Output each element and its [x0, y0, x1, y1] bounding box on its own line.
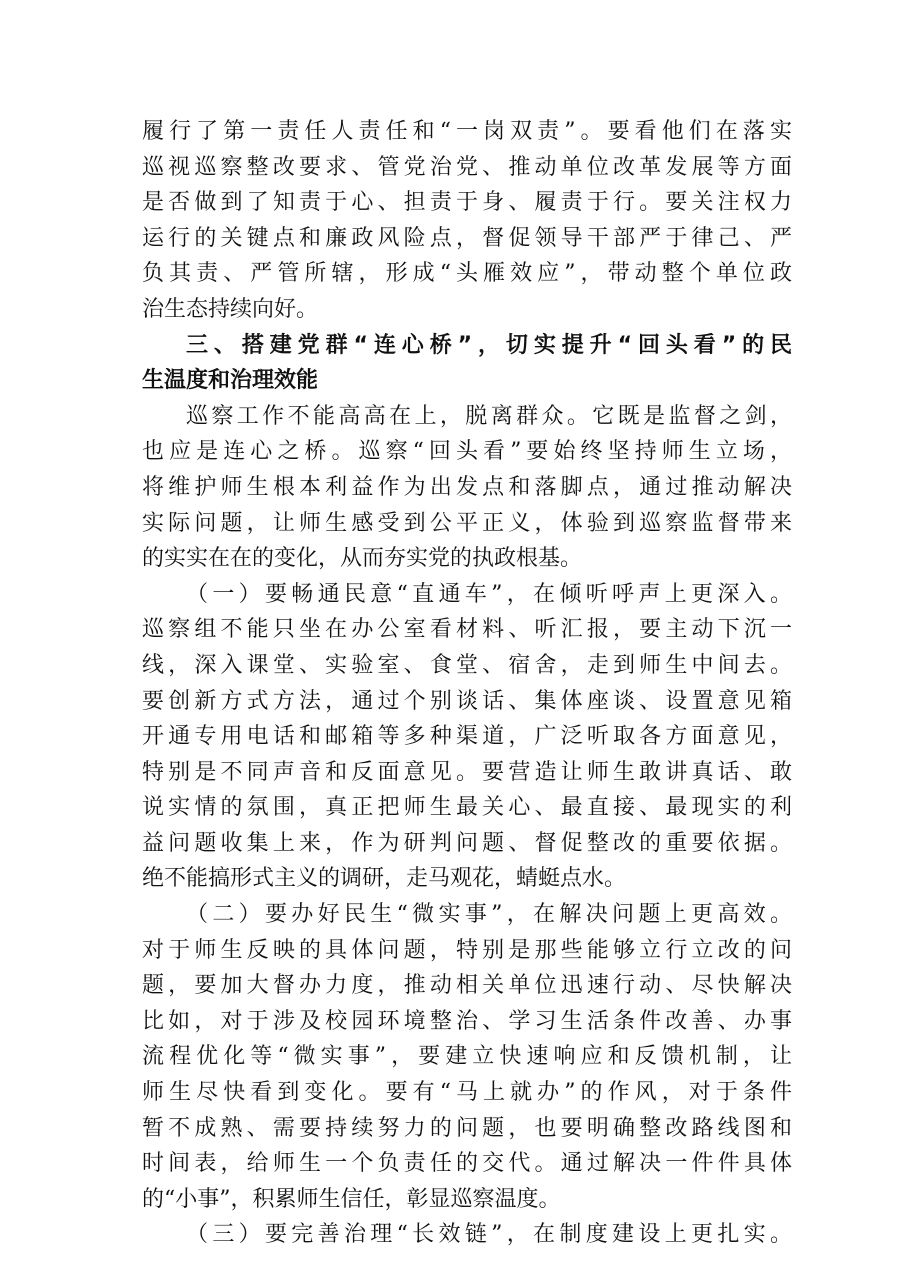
section-heading: 三、搭建党群“连心桥”，切实提升“回头看”的民 — [186, 332, 792, 358]
body-line: 师生尽快看到变化。要有“马上就办”的作风，对于条件 — [142, 1080, 792, 1106]
body-line: 的实实在在的变化，从而夯实党的执政根基。 — [142, 546, 583, 572]
document-body — [142, 114, 792, 1253]
body-line: 题，要加大督办力度，推动相关单位迅速行动、尽快解决 — [142, 973, 792, 999]
body-line: 时间表，给师生一个负责任的交代。通过解决一件件具体 — [142, 1151, 792, 1177]
section-heading-continued: 生温度和治理效能 — [142, 368, 319, 394]
body-line: 特别是不同声音和反面意见。要营造让师生敢讲真话、敢 — [142, 759, 792, 785]
body-line: 治生态持续向好。 — [142, 296, 319, 322]
body-line: 负其责、严管所辖，形成“头雁效应”，带动整个单位政 — [142, 261, 792, 287]
body-line: 将维护师生根本利益作为出发点和落脚点，通过推动解决 — [142, 474, 792, 500]
body-line: 线，深入课堂、实验室、食堂、宿舍，走到师生中间去。 — [142, 652, 792, 678]
subsection-heading: （三）要完善治理“长效链”，在制度建设上更扎实。 — [186, 1222, 792, 1248]
body-line: 是否做到了知责于心、担责于身、履责于行。要关注权力 — [142, 190, 792, 216]
body-line: 运行的关键点和廉政风险点，督促领导干部严于律己、严 — [142, 225, 792, 251]
subsection-heading: （一）要畅通民意“直通车”，在倾听呼声上更深入。 — [186, 581, 792, 607]
body-line: 的“小事”，积累师生信任，彰显巡察温度。 — [142, 1186, 561, 1212]
body-line: 绝不能搞形式主义的调研，走马观花，蜻蜓点水。 — [142, 866, 627, 892]
body-line: 也应是连心之桥。巡察“回头看”要始终坚持师生立场， — [142, 439, 792, 465]
body-line: 巡察组不能只坐在办公室看材料、听汇报，要主动下沉一 — [142, 617, 792, 643]
body-line: 流程优化等“微实事”，要建立快速响应和反馈机制，让 — [142, 1044, 792, 1070]
body-line: 益问题收集上来，作为研判问题、督促整改的重要依据。 — [142, 830, 792, 856]
body-line: 履行了第一责任人责任和“一岗双责”。要看他们在落实 — [142, 119, 792, 144]
body-line: 对于师生反映的具体问题，特别是那些能够立行立改的问 — [142, 937, 792, 963]
subsection-heading: （二）要办好民生“微实事”，在解决问题上更高效。 — [186, 902, 792, 928]
body-line: 比如，对于涉及校园环境整治、学习生活条件改善、办事 — [142, 1008, 792, 1034]
body-line: 巡视巡察整改要求、管党治党、推动单位改革发展等方面 — [142, 154, 792, 180]
body-line: 暂不成熟、需要持续努力的问题，也要明确整改路线图和 — [142, 1115, 792, 1141]
body-line: 说实情的氛围，真正把师生最关心、最直接、最现实的利 — [142, 795, 792, 821]
body-line: 要创新方式方法，通过个别谈话、集体座谈、设置意见箱 — [142, 688, 792, 714]
body-line: 实际问题，让师生感受到公平正义，体验到巡察监督带来 — [142, 510, 792, 536]
paragraph-first-line: 巡察工作不能高高在上，脱离群众。它既是监督之剑， — [186, 403, 792, 429]
body-line: 开通专用电话和邮箱等多种渠道，广泛听取各方面意见， — [142, 724, 792, 750]
